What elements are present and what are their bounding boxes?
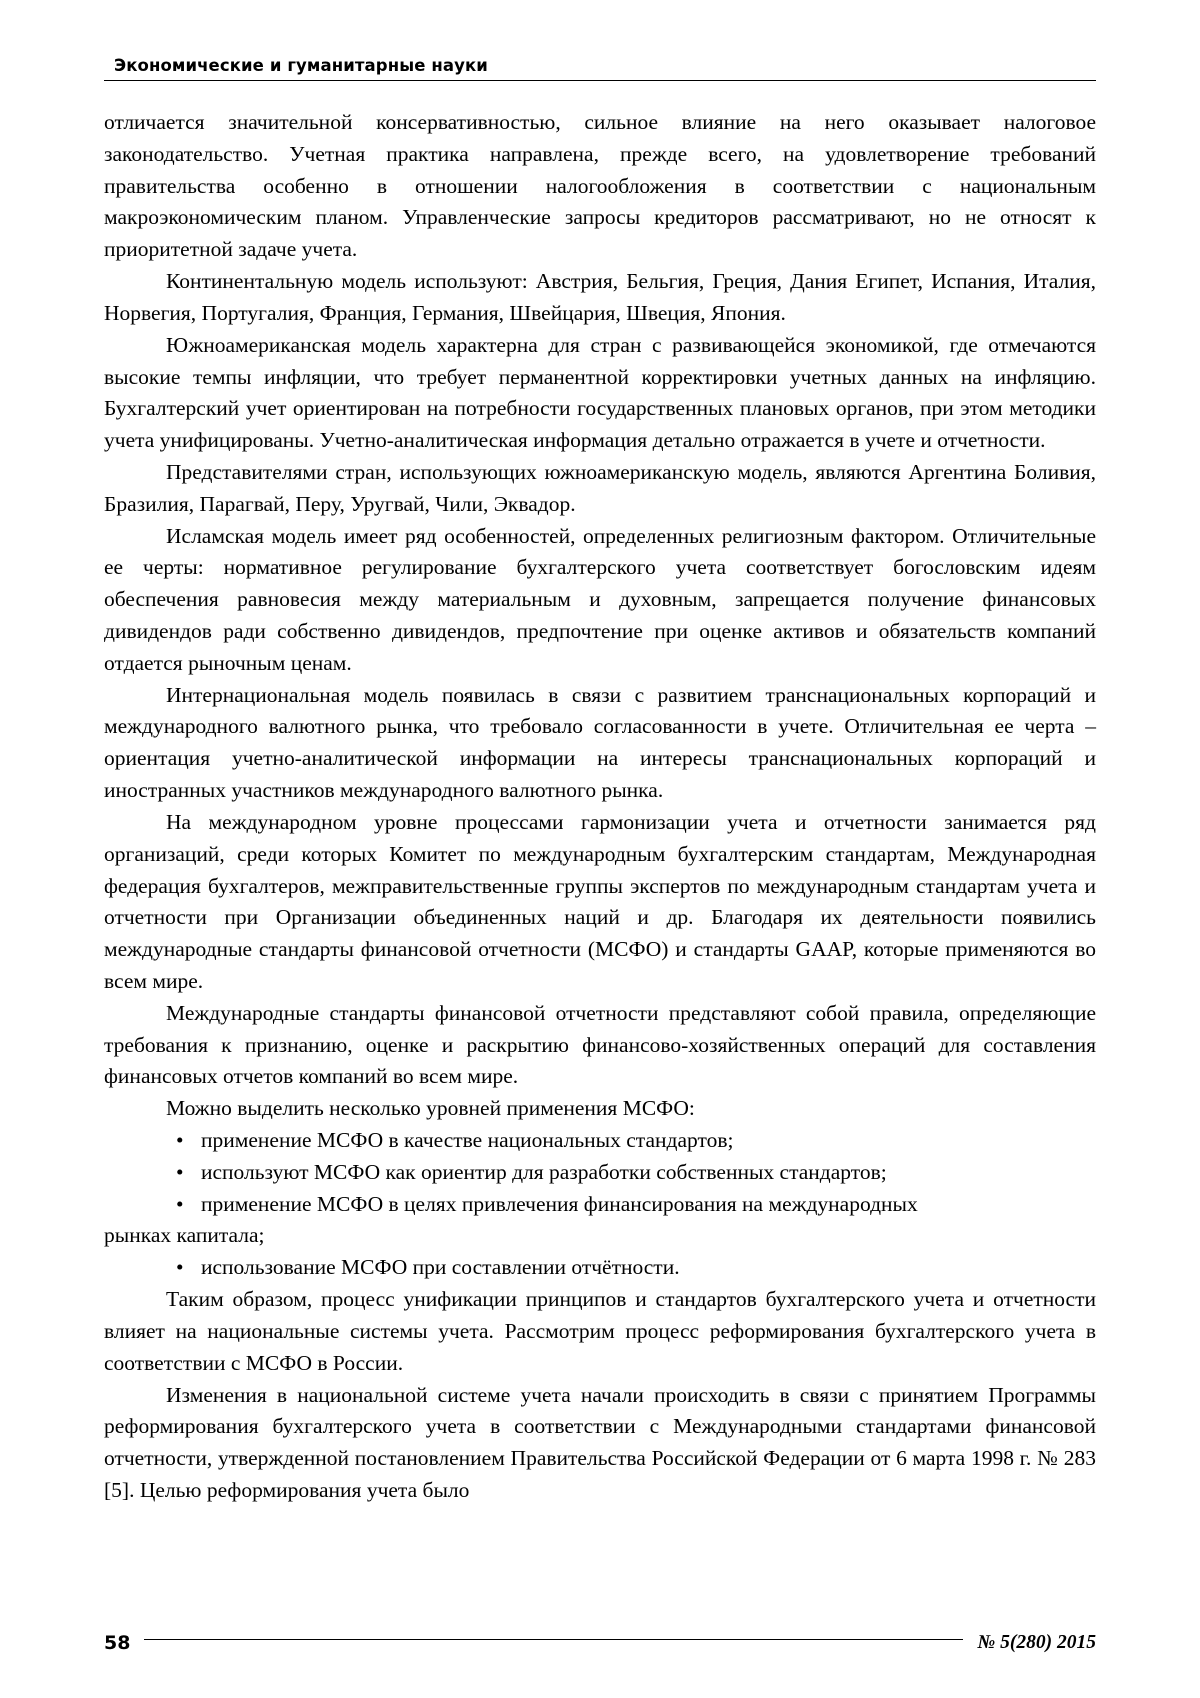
journal-title: Экономические и гуманитарные науки — [114, 56, 488, 75]
bullet-list — [104, 1125, 1096, 1284]
list-item — [104, 1157, 1096, 1189]
page-number: 58 — [104, 1632, 131, 1654]
page-header — [104, 56, 1096, 81]
footer-divider — [144, 1639, 963, 1640]
issue-label: № 5(280) 2015 — [977, 1632, 1096, 1653]
paragraph: отличается значительной консервативностью, сильное влияние на него оказывает налоговое законодательство. Учетная практика направлена, прежде всего, на удовлетворение требований правительства особенно в отношении налогообложения в соответствии с национальным макроэкономическим планом. Управленческие запросы кредиторов рассматривают, но не относят к приоритетной задаче учета. — [104, 110, 1096, 262]
paragraph: На международном уровне процессами гармонизации учета и отчетности занимается ряд организаций, среди которых Комитет по международным бухгалтерским стандартам, Международная федерация бухгалтеров, межправительственные группы экспертов по международным стандартам учета и отчетности при Организации объединенных наций и др. Благодаря их деятельности появились международные стандарты финансовой отчетности (МСФО) и стандарты GAAP, которые применяются во всем мире. — [104, 809, 1096, 993]
page-body — [104, 107, 1096, 1507]
paragraph: Исламская модель имеет ряд особенностей, определенных религиозным фактором. Отличительные ее черты: нормативное регулирование бухгалтерского учета соответствует богословским идеям обеспечения равновесия между материальным и духовным, запрещается получение финансовых дивидендов ради собственно дивидендов, предпочтение при оценке активов и обязательств компаний отдается рыночным ценам. — [104, 523, 1096, 675]
paragraph: Изменения в национальной системе учета начали происходить в связи с принятием Программы реформирования бухгалтерского учета в соответствии с Международными стандартами финансовой отчетности, утвержденной постановлением Правительства Российской Федерации от 6 марта 1998 г. № 283 [5]. Целью реформирования учета было — [104, 1382, 1096, 1502]
paragraph: Можно выделить несколько уровней применения МСФО: — [166, 1096, 695, 1121]
paragraph: Международные стандарты финансовой отчетности представляют собой правила, определяющие требования к признанию, оценке и раскрытию финансово-хозяйственных операций для составления финансовых отчетов компаний во всем мире. — [104, 1000, 1096, 1089]
bullet-icon: • — [176, 1255, 184, 1280]
list-item — [104, 1125, 1096, 1157]
list-item — [104, 1252, 1096, 1284]
paragraph: Таким образом, процесс унификации принципов и стандартов бухгалтерского учета и отчетности влияет на национальные системы учета. Рассмотрим процесс реформирования бухгалтерского учета в соответствии с МСФО в России. — [104, 1287, 1096, 1375]
bullet-icon: • — [176, 1159, 184, 1184]
bullet-icon: • — [176, 1128, 184, 1152]
list-item-label: применение МСФО в качестве национальных стандартов; — [201, 1128, 734, 1152]
page-footer — [104, 1632, 1096, 1654]
header-divider — [104, 80, 1096, 81]
list-item-label: используют МСФО как ориентир для разработки собственных стандартов; — [201, 1159, 887, 1184]
list-item — [104, 1189, 1096, 1253]
bullet-icon: • — [176, 1191, 184, 1216]
paragraph: Континентальную модель используют: Австрия, Бельгия, Греция, Дания Египет, Испания, Италия, Норвегия, Португалия, Франция, Германия, Швейцария, Швеция, Япония. — [104, 269, 1096, 325]
list-item-label: применение МСФО в целях привлечения финансирования на международных — [201, 1191, 918, 1216]
paragraph: Южноамериканская модель характерна для стран с развивающейся экономикой, где отмечаются высокие темпы инфляции, что требует перманентной корректировки учетных данных на инфляцию. Бухгалтерский учет ориентирован на потребности государственных плановых органов, при этом методики учета унифицированы. Учетно-аналитическая информация детально отражается в учете и отчетности. — [104, 332, 1096, 453]
list-item-label: использование МСФО при составлении отчётности. — [201, 1255, 680, 1280]
paragraph: Представителями стран, использующих южноамериканскую модель, являются Аргентина Боливия, Бразилия, Парагвай, Перу, Уругвай, Чили, Эквадор. — [104, 459, 1096, 516]
paragraph: Интернациональная модель появилась в связи с развитием транснациональных корпораций и международного валютного рынка, что требовало согласованности в учете. Отличительная ее черта – ориентация учетно-аналитической информации на интересы транснациональных корпораций и иностранных участников международного валютного рынка. — [104, 682, 1096, 803]
list-item-continuation: рынках капитала; — [104, 1223, 265, 1248]
